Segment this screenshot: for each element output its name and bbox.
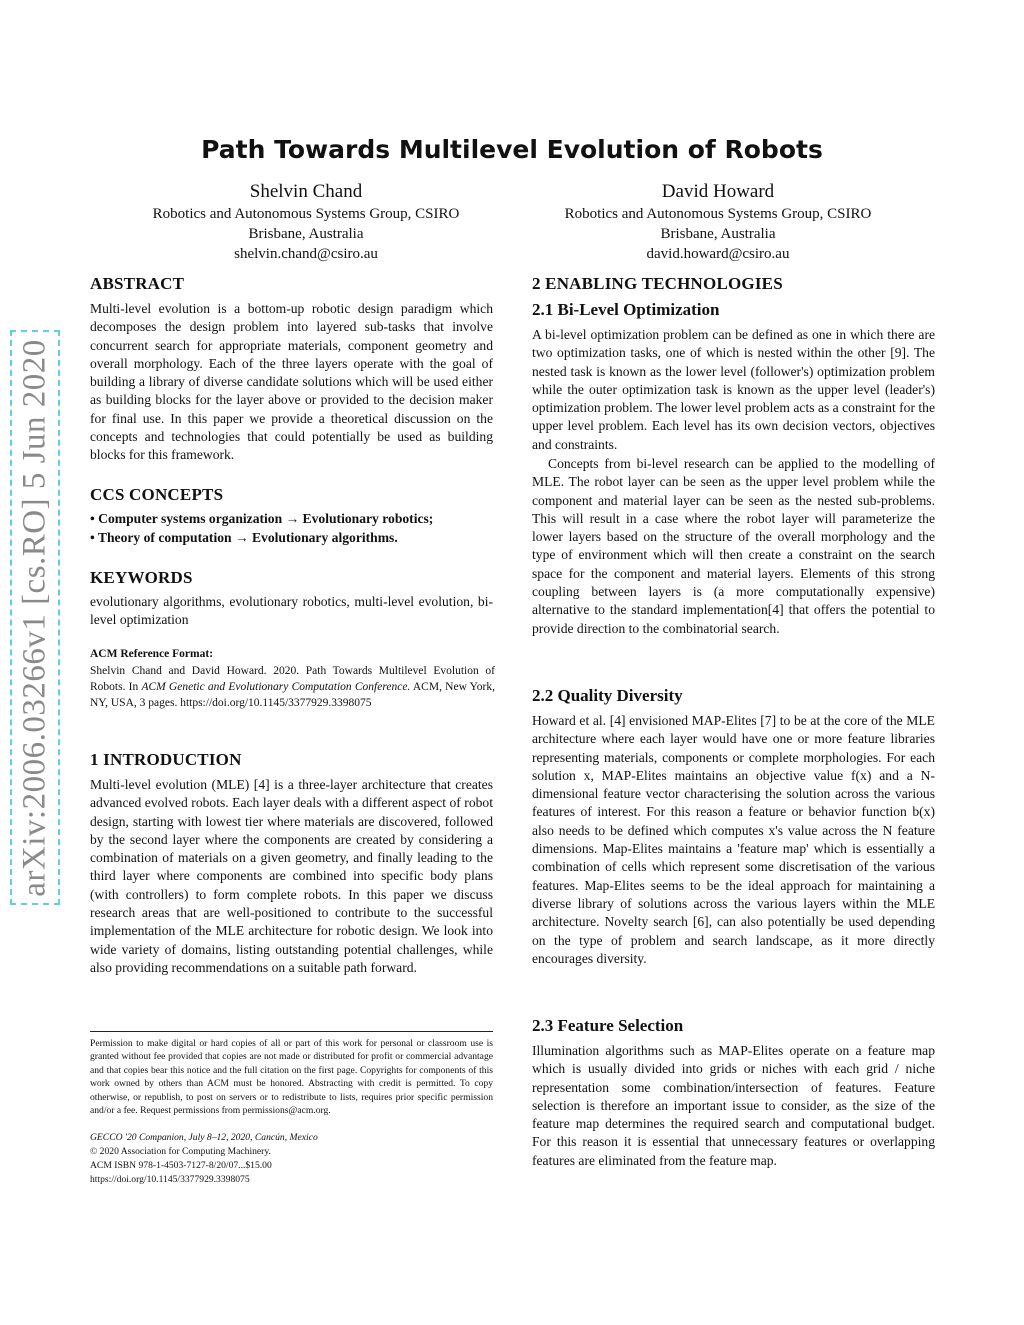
copyright-line: © 2020 Association for Computing Machinery.: [90, 1146, 271, 1157]
introduction-heading: 1 INTRODUCTION: [90, 750, 242, 769]
keywords-text: evolutionary algorithms, evolutionary robotics, multi-level evolution, bi-level optimization: [90, 594, 493, 628]
reference-format-text: Shelvin Chand and David Howard. 2020. Path Towards Multilevel Evolution of Robots. In ACM Genetic and Evolutionary Computation Conference. ACM, New York, NY, USA, 3 pages. https://doi.org/10.1145/3377929.3398075: [90, 665, 496, 709]
reference-format-heading: ACM Reference Format:: [90, 648, 214, 660]
author-location: Brisbane, Australia: [248, 226, 364, 242]
author-email[interactable]: david.howard@csiro.au: [646, 246, 790, 262]
doi-link[interactable]: https://doi.org/10.1145/3377929.3398075: [90, 1174, 250, 1185]
arxiv-stamp: [10, 330, 60, 905]
feature-selection-paragraph: Illumination algorithms such as MAP-Elites operate on a feature map which is usually divided into grids or niches with each grid / niche representation some combination/intersection of features. Feature selection is therefore an important issue to consider, as the size of the feature map determines the required search and computational budget. For this reason it is essential that unnecessary features or overlapping features are eliminated from the feature map.: [532, 1043, 935, 1168]
author-name: David Howard: [661, 181, 775, 202]
ccs-item-1: • Computer systems organization → Evolutionary robotics;: [90, 511, 434, 526]
author-block-1: [96, 180, 516, 264]
ccs-item-2: • Theory of computation → Evolutionary algorithms.: [90, 530, 398, 545]
keywords-heading: KEYWORDS: [90, 568, 193, 587]
author-block-2: [508, 180, 928, 264]
isbn-line: ACM ISBN 978-1-4503-7127-8/20/07...$15.00: [90, 1160, 272, 1171]
bilevel-paragraph-1: A bi-level optimization problem can be defined as one in which there are two optimization tasks, one of which is nested within the other [9]. The nested task is known as the lower level (follower's) optimization problem while the outer optimization task is known as the upper level (leader's) optimization problem. The lower level problem acts as a constraint for the upper level problem. Each level has its own decision vectors, objectives and constraints.: [532, 327, 935, 452]
author-email[interactable]: shelvin.chand@csiro.au: [234, 246, 378, 262]
author-location: Brisbane, Australia: [660, 226, 776, 242]
paper-title: Path Towards Multilevel Evolution of Robots: [201, 135, 823, 164]
section2-heading: 2 ENABLING TECHNOLOGIES: [532, 274, 783, 293]
ccs-heading: CCS CONCEPTS: [90, 485, 224, 504]
subsection-2-2-heading: 2.2 Quality Diversity: [532, 686, 683, 705]
arxiv-id: arXiv:2006.03266v1 [cs.RO] 5 Jun 2020: [16, 338, 53, 897]
footnote-divider: [90, 1031, 493, 1032]
permission-notice: Permission to make digital or hard copies of all or part of this work for personal or classroom use is granted without fee provided that copies are not made or distributed for profit or commercial advantage and that copies bear this notice and the full citation on the first page. Copyrights for components of this work owned by others than ACM must be honored. Abstracting with credit is permitted. To copy otherwise, or republish, to post on servers or to redistribute to lists, requires prior specific permission and/or a fee. Request permissions from permissions@acm.org.: [90, 1038, 493, 1117]
bilevel-paragraph-2: Concepts from bi-level research can be applied to the modelling of MLE. The robot layer can be seen as the upper level problem while the component and material layer can be seen as the nested sub-problems. This will result in a case where the robot layer will parameterize the lower layers based on the structure of the overall morphology and the type of environment which will then create a constraint on the search space for the component and material layers. Elements of this strong coupling between layers is (a more computationally expensive) alternative to the standard implementation[4] that offers the potential to provide direction to the combinatorial search.: [532, 456, 935, 636]
abstract-text: Multi-level evolution is a bottom-up robotic design paradigm which decomposes the design problem into layered sub-tasks that involve concurrent search for appropriate materials, component geometry and overall morphology. Each of the three layers operate with the goal of building a library of diverse candidate solutions which will be used either as building blocks for the layer above or provided to the decision maker for final use. In this paper we provide a theoretical discussion on the concepts and technologies that could potentially be used as building blocks for this framework.: [90, 301, 493, 463]
subsection-2-1-heading: 2.1 Bi-Level Optimization: [532, 300, 720, 319]
subsection-2-3-heading: 2.3 Feature Selection: [532, 1016, 684, 1035]
author-affiliation: Robotics and Autonomous Systems Group, CSIRO: [152, 206, 460, 222]
conference-info: GECCO '20 Companion, July 8–12, 2020, Cancún, Mexico: [90, 1132, 318, 1143]
author-affiliation: Robotics and Autonomous Systems Group, CSIRO: [564, 206, 872, 222]
abstract-heading: ABSTRACT: [90, 274, 185, 293]
quality-diversity-paragraph: Howard et al. [4] envisioned MAP-Elites [7] to be at the core of the MLE architecture where each layer would have one or more feature libraries representing materials, components or complete morphologies. For each solution x, MAP-Elites maintains an objective value f(x) and a N-dimensional feature vector characterising the solution across the various features of interest. For this reason a feature or behavior function b(x) also needs to be defined which computes x's value across the N feature dimensions. Map-Elites maintains a 'feature map' which is essentially a combination of cells which represent some discretisation of the various features. Map-Elites seems to be the ideal approach for maintaining a diverse library of solutions across the various layers within the MLE architecture. Novelty search [6], can also potentially be used depending on the type of problem and search landscape, as it more directly encourages diversity.: [532, 713, 935, 966]
author-name: Shelvin Chand: [249, 181, 363, 202]
introduction-text: Multi-level evolution (MLE) [4] is a three-layer architecture that creates advanced evolved robots. Each layer deals with a different aspect of robot design, starting with lowest tier where materials are discovered, followed by the second layer where the components are created by considering a combination of materials on a given geometry, and finally leading to the third layer where components are combined into specific body plans (with controllers) to form complete robots. In this paper we discuss research areas that are well-positioned to contribute to the successful implementation of the MLE architecture for robotic design. We look into wide variety of domains, listing outstanding potential challenges, while also providing recommendations on a suitable path forward.: [90, 777, 493, 975]
